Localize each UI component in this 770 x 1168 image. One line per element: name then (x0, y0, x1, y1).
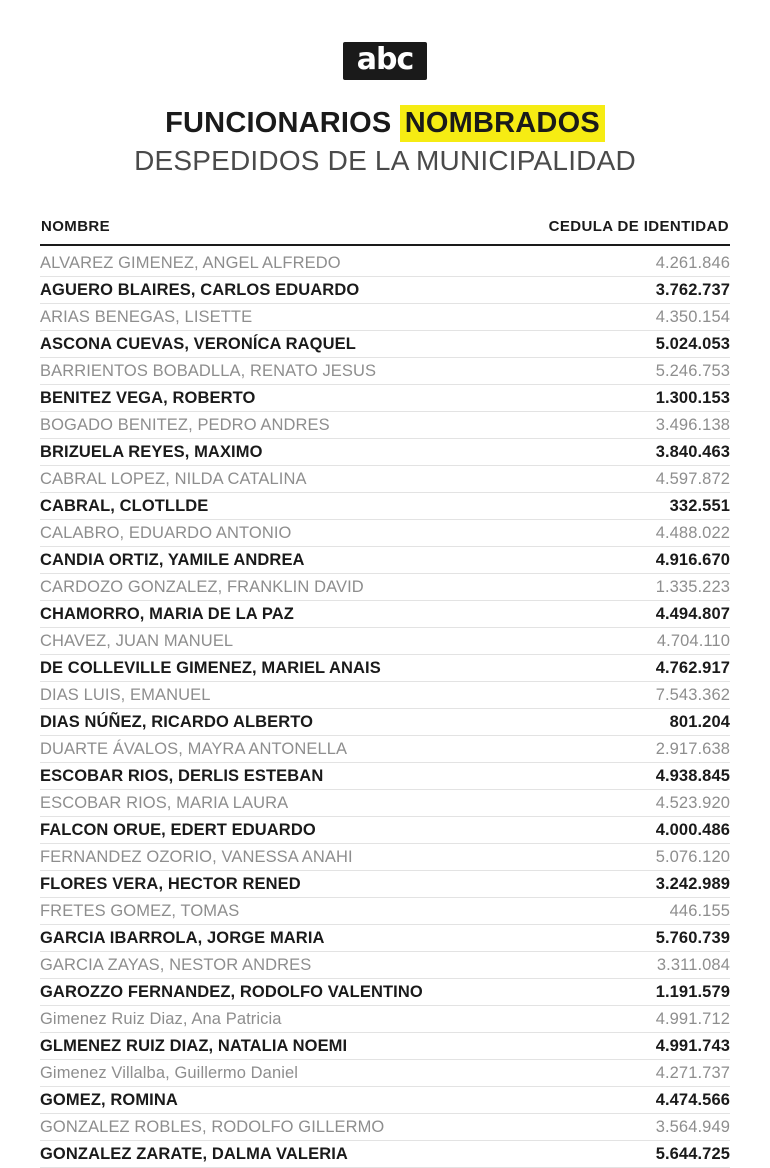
column-header-cedula: CEDULA DE IDENTIDAD (474, 217, 730, 245)
table-header-row (40, 217, 730, 245)
cell-cedula: 5.076.120 (474, 844, 730, 871)
table-row (40, 304, 730, 331)
cell-nombre: CHAVEZ, JUAN MANUEL (40, 628, 474, 655)
table-row (40, 925, 730, 952)
cell-nombre: GLMENEZ RUIZ DIAZ, NATALIA NOEMI (40, 1033, 474, 1060)
cell-nombre: FLORES VERA, HECTOR RENED (40, 871, 474, 898)
table-row (40, 709, 730, 736)
page-subtitle: DESPEDIDOS DE LA MUNICIPALIDAD (134, 144, 636, 176)
cell-cedula: 4.938.845 (474, 763, 730, 790)
table-row (40, 245, 730, 277)
cell-nombre: BENITEZ VEGA, ROBERTO (40, 385, 474, 412)
table-row (40, 277, 730, 304)
cell-nombre: ESCOBAR RIOS, DERLIS ESTEBAN (40, 763, 474, 790)
cell-nombre: DUARTE ÁVALOS, MAYRA ANTONELLA (40, 736, 474, 763)
page-title-highlight: NOMBRADOS (400, 105, 605, 142)
table-header (40, 217, 730, 245)
cell-nombre: CHAMORRO, MARIA DE LA PAZ (40, 601, 474, 628)
cell-nombre: DE COLLEVILLE GIMENEZ, MARIEL ANAIS (40, 655, 474, 682)
cell-cedula: 4.991.712 (474, 1006, 730, 1033)
cell-nombre: Gimenez Villalba, Guillermo Daniel (40, 1060, 474, 1087)
cell-cedula: 2.917.638 (474, 736, 730, 763)
table-row (40, 331, 730, 358)
cell-nombre: BARRIENTOS BOBADLLA, RENATO JESUS (40, 358, 474, 385)
table-body (40, 245, 730, 1168)
abc-logo: abc (343, 42, 428, 80)
cell-nombre: GONZALEZ ZARATE, DALMA VALERIA (40, 1141, 474, 1168)
table-row (40, 763, 730, 790)
table-row (40, 682, 730, 709)
table-row (40, 1060, 730, 1087)
cell-nombre: Gimenez Ruiz Diaz, Ana Patricia (40, 1006, 474, 1033)
title-block (40, 86, 730, 177)
cell-cedula: 4.494.807 (474, 601, 730, 628)
cell-nombre: BOGADO BENITEZ, PEDRO ANDRES (40, 412, 474, 439)
table-row (40, 952, 730, 979)
cell-nombre: BRIZUELA REYES, MAXIMO (40, 439, 474, 466)
table-row (40, 547, 730, 574)
cell-nombre: GARCIA ZAYAS, NESTOR ANDRES (40, 952, 474, 979)
cell-nombre: ESCOBAR RIOS, MARIA LAURA (40, 790, 474, 817)
cell-cedula: 1.335.223 (474, 574, 730, 601)
cell-cedula: 446.155 (474, 898, 730, 925)
table-row (40, 655, 730, 682)
cell-cedula: 4.350.154 (474, 304, 730, 331)
table-row (40, 628, 730, 655)
cell-nombre: AGUERO BLAIRES, CARLOS EDUARDO (40, 277, 474, 304)
cell-nombre: ARIAS BENEGAS, LISETTE (40, 304, 474, 331)
cell-cedula: 7.543.362 (474, 682, 730, 709)
table-row (40, 844, 730, 871)
table-row (40, 790, 730, 817)
cell-cedula: 5.024.053 (474, 331, 730, 358)
cell-cedula: 4.523.920 (474, 790, 730, 817)
cell-cedula: 4.916.670 (474, 547, 730, 574)
table-row (40, 1141, 730, 1168)
table-row (40, 358, 730, 385)
cell-cedula: 3.311.084 (474, 952, 730, 979)
cell-nombre: FERNANDEZ OZORIO, VANESSA ANAHI (40, 844, 474, 871)
cell-cedula: 801.204 (474, 709, 730, 736)
cell-cedula: 4.488.022 (474, 520, 730, 547)
listing-table (40, 217, 730, 1168)
cell-cedula: 332.551 (474, 493, 730, 520)
table-row (40, 385, 730, 412)
cell-nombre: CARDOZO GONZALEZ, FRANKLIN DAVID (40, 574, 474, 601)
cell-cedula: 4.000.486 (474, 817, 730, 844)
cell-cedula: 3.496.138 (474, 412, 730, 439)
column-header-nombre: NOMBRE (40, 217, 474, 245)
table-row (40, 412, 730, 439)
cell-nombre: GONZALEZ ROBLES, RODOLFO GILLERMO (40, 1114, 474, 1141)
table-row (40, 1033, 730, 1060)
cell-cedula: 4.271.737 (474, 1060, 730, 1087)
page-title (40, 108, 730, 140)
cell-cedula: 1.191.579 (474, 979, 730, 1006)
table-row (40, 1006, 730, 1033)
cell-cedula: 1.300.153 (474, 385, 730, 412)
cell-cedula: 4.261.846 (474, 245, 730, 277)
table-row (40, 898, 730, 925)
cell-nombre: GARCIA IBARROLA, JORGE MARIA (40, 925, 474, 952)
table-row (40, 574, 730, 601)
cell-cedula: 4.991.743 (474, 1033, 730, 1060)
cell-cedula: 3.242.989 (474, 871, 730, 898)
cell-nombre: ASCONA CUEVAS, VERONÍCA RAQUEL (40, 331, 474, 358)
table-row (40, 1114, 730, 1141)
cell-nombre: GAROZZO FERNANDEZ, RODOLFO VALENTINO (40, 979, 474, 1006)
cell-cedula: 4.762.917 (474, 655, 730, 682)
cell-nombre: DIAS LUIS, EMANUEL (40, 682, 474, 709)
cell-cedula: 3.840.463 (474, 439, 730, 466)
table-row (40, 466, 730, 493)
cell-nombre: CABRAL, CLOTLLDE (40, 493, 474, 520)
cell-cedula: 4.474.566 (474, 1087, 730, 1114)
cell-cedula: 3.564.949 (474, 1114, 730, 1141)
listing-table-wrap (40, 217, 730, 1168)
table-row (40, 736, 730, 763)
cell-nombre: GOMEZ, ROMINA (40, 1087, 474, 1114)
cell-nombre: ALVAREZ GIMENEZ, ANGEL ALFREDO (40, 245, 474, 277)
table-row (40, 439, 730, 466)
table-row (40, 871, 730, 898)
cell-nombre: CALABRO, EDUARDO ANTONIO (40, 520, 474, 547)
table-row (40, 817, 730, 844)
cell-nombre: CANDIA ORTIZ, YAMILE ANDREA (40, 547, 474, 574)
cell-nombre: FALCON ORUE, EDERT EDUARDO (40, 817, 474, 844)
table-row (40, 601, 730, 628)
brand-header (40, 0, 730, 86)
table-row (40, 493, 730, 520)
cell-cedula: 5.644.725 (474, 1141, 730, 1168)
cell-nombre: FRETES GOMEZ, TOMAS (40, 898, 474, 925)
page-title-prefix: FUNCIONARIOS (165, 107, 400, 139)
cell-nombre: DIAS NÚÑEZ, RICARDO ALBERTO (40, 709, 474, 736)
cell-cedula: 4.597.872 (474, 466, 730, 493)
cell-nombre: CABRAL LOPEZ, NILDA CATALINA (40, 466, 474, 493)
cell-cedula: 5.760.739 (474, 925, 730, 952)
cell-cedula: 5.246.753 (474, 358, 730, 385)
cell-cedula: 3.762.737 (474, 277, 730, 304)
cell-cedula: 4.704.110 (474, 628, 730, 655)
table-row (40, 520, 730, 547)
table-row (40, 979, 730, 1006)
